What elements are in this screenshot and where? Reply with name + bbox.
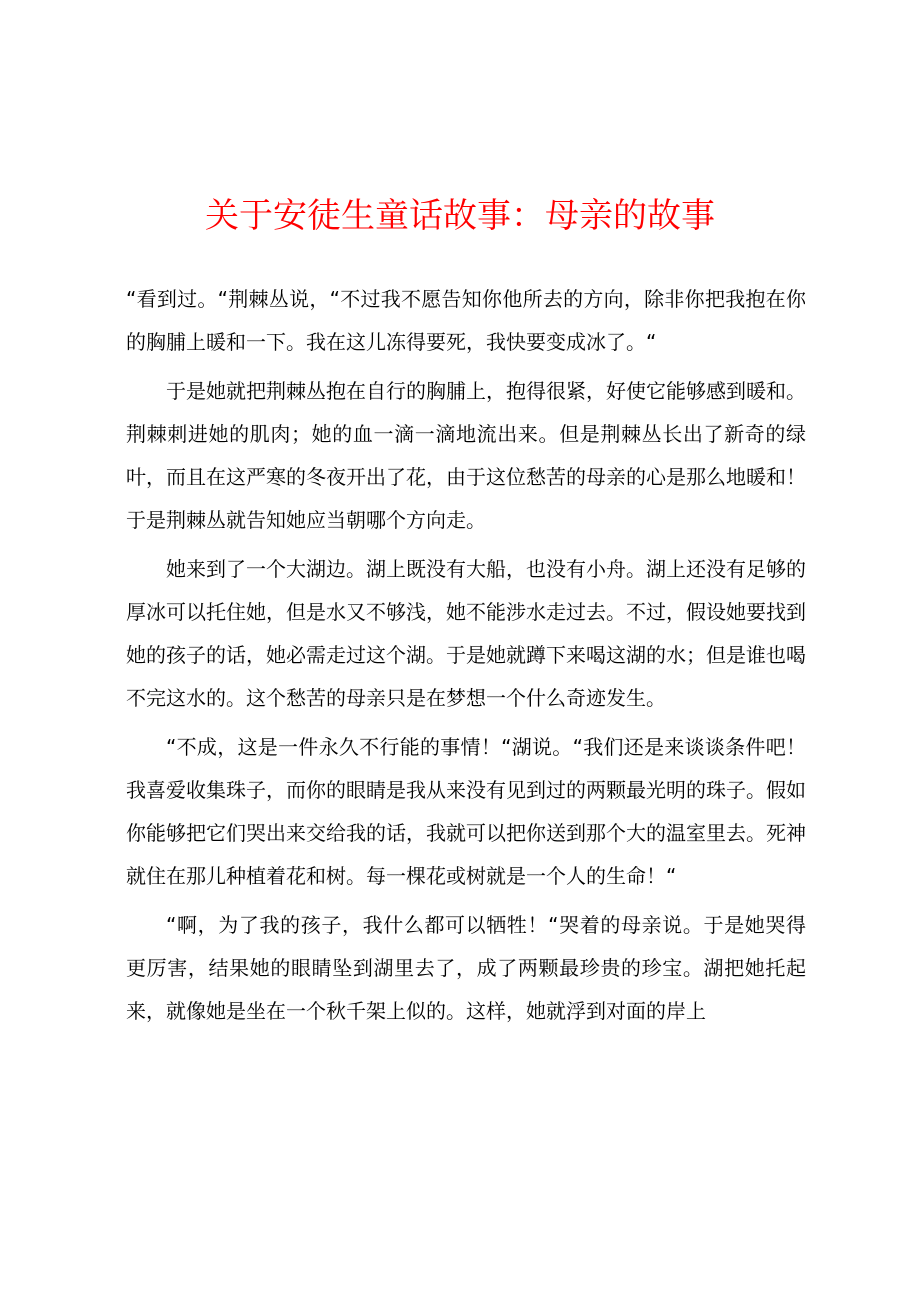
paragraph-2: 于是她就把荆棘丛抱在自行的胸脯上，抱得很紧，好使它能够感到暖和。荆棘刺进她的肌肉；她的血一滴一滴地流出来。但是荆棘丛长出了新奇的绿叶，而且在这严寒的冬夜开出了花，由于这位愁苦的母亲的心是那么地暖和！于是荆棘丛就告知她应当朝哪个方向走。 <box>126 379 806 532</box>
paragraph-5: “啊，为了我的孩子，我什么都可以牺牲！“哭着的母亲说。于是她哭得更厉害，结果她的眼睛坠到湖里去了，成了两颗最珍贵的珍宝。湖把她托起来，就像她是坐在一个秋千架上似的。这样，她就浮到对面的岸上 <box>126 913 806 1023</box>
document-title: 关于安徒生童话故事：母亲的故事 <box>205 196 715 236</box>
paragraph-3: 她来到了一个大湖边。湖上既没有大船，也没有小舟。湖上还没有足够的厚冰可以托住她，但是水又不够浅，她不能涉水走过去。不过，假设她要找到她的孩子的话，她必需走过这个湖。于是她就蹲下来喝这湖的水；但是谁也喝不完这水的。这个愁苦的母亲只是在梦想一个什么奇迹发生。 <box>126 557 806 710</box>
paragraph-4: “不成，这是一件永久不行能的事情！“湖说。“我们还是来谈谈条件吧！我喜爱收集珠子，而你的眼睛是我从来没有见到过的两颗最光明的珠子。假如你能够把它们哭出来交给我的话，我就可以把你送到那个大的温室里去。死神就住在那儿种植着花和树。每一棵花或树就是一个人的生命！“ <box>126 735 806 888</box>
document-body <box>126 278 806 1039</box>
paragraph-1: “看到过。“荆棘丛说，“不过我不愿告知你他所去的方向，除非你把我抱在你的胸脯上暖和一下。我在这儿冻得要死，我快要变成冰了。“ <box>126 287 806 354</box>
